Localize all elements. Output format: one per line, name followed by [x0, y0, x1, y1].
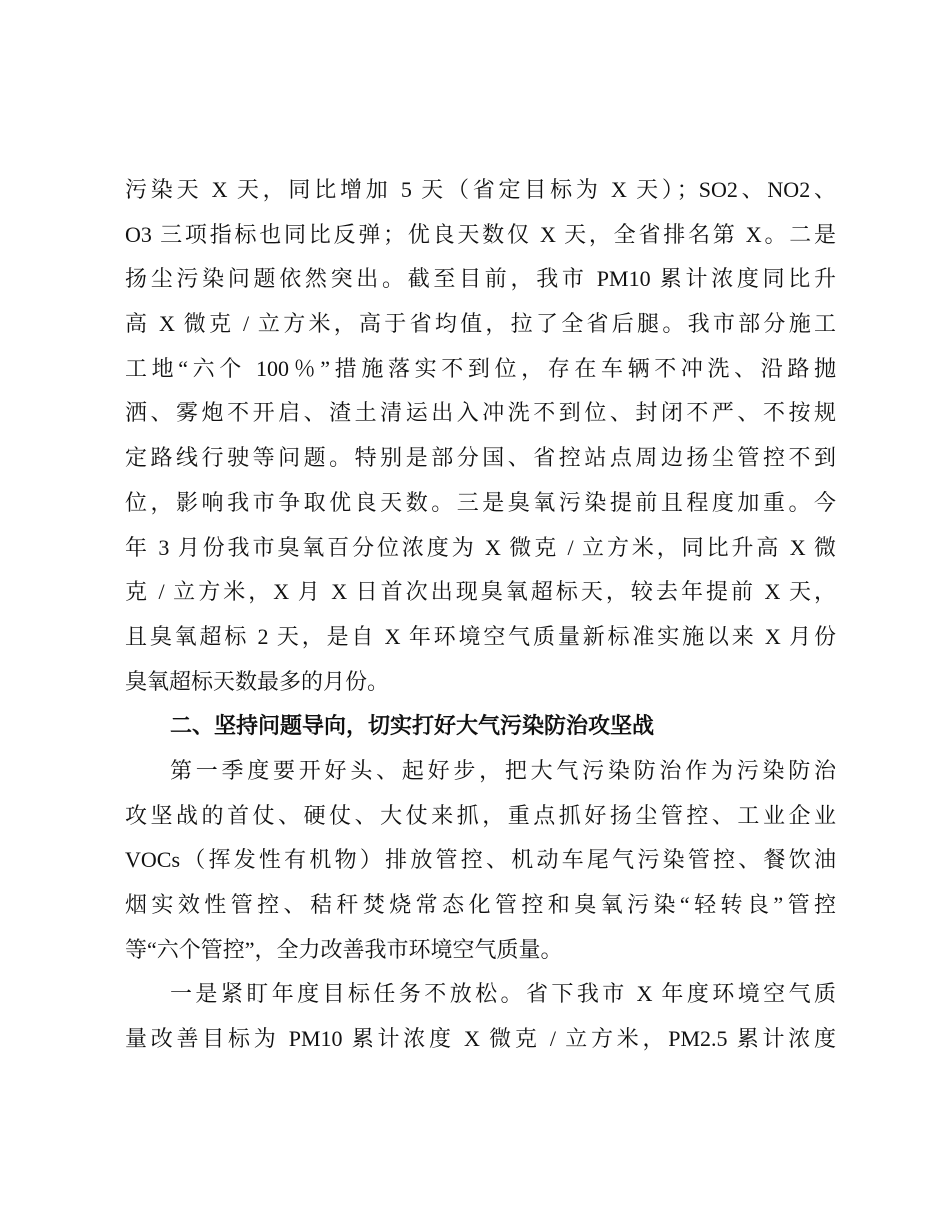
text-line: 量改善目标为 PM10 累计浓度 X 微克 / 立方米，PM2.5 累计浓度: [125, 1026, 836, 1052]
text-line: 烟实效性管控、秸秆焚烧常态化管控和臭氧污染“轻转良”管控: [125, 892, 836, 917]
text-line: 扬尘污染问题依然突出。截至目前，我市 PM10 累计浓度同比升: [125, 266, 836, 292]
text-line: 第一季度要开好头、起好步，把大气污染防治作为污染防治: [170, 757, 836, 783]
text-line: 克 / 立方米，X 月 X 日首次出现臭氧超标天，较去年提前 X 天，: [125, 579, 836, 605]
text-line: 洒、雾炮不开启、渣土清运出入冲洗不到位、封闭不严、不按规: [125, 400, 836, 426]
text-line: 定路线行驶等问题。特别是部分国、省控站点周边扬尘管控不到: [125, 445, 836, 471]
text-line: 高 X 微克 / 立方米，高于省均值，拉了全省后腿。我市部分施工: [125, 311, 836, 337]
text-line: 一是紧盯年度目标任务不放松。省下我市 X 年度环境空气质: [170, 981, 836, 1007]
text-line: 臭氧超标天数最多的月份。: [125, 668, 390, 694]
text-line: 工地“六个 100％”措施落实不到位，存在车辆不冲洗、沿路抛: [125, 355, 836, 381]
section-heading: 二、坚持问题导向，切实打好大气污染防治攻坚战: [170, 713, 655, 739]
text-line: 污染天 X 天，同比增加 5 天（省定目标为 X 天）；SO2、NO2、: [125, 177, 836, 202]
paragraph-annual-targets: [125, 972, 836, 1061]
paragraph-air-quality-problems: [125, 168, 836, 704]
text-line: 且臭氧超标 2 天，是自 X 年环境空气质量新标准实施以来 X 月份: [125, 623, 836, 649]
paragraph-six-controls: [125, 749, 836, 972]
text-line: 等“六个管控”，全力改善我市环境空气质量。: [125, 936, 563, 962]
document-page: [125, 168, 836, 1062]
text-line: 攻坚战的首仗、硬仗、大仗来抓，重点抓好扬尘管控、工业企业: [125, 802, 836, 828]
text-line: 年 3 月份我市臭氧百分位浓度为 X 微克 / 立方米，同比升高 X 微: [125, 534, 836, 560]
text-line: O3 三项指标也同比反弹；优良天数仅 X 天，全省排名第 X。二是: [125, 221, 836, 247]
text-line: 位，影响我市争取优良天数。三是臭氧污染提前且程度加重。今: [125, 489, 836, 515]
text-line: VOCs（挥发性有机物）排放管控、机动车尾气污染管控、餐饮油: [125, 847, 836, 873]
